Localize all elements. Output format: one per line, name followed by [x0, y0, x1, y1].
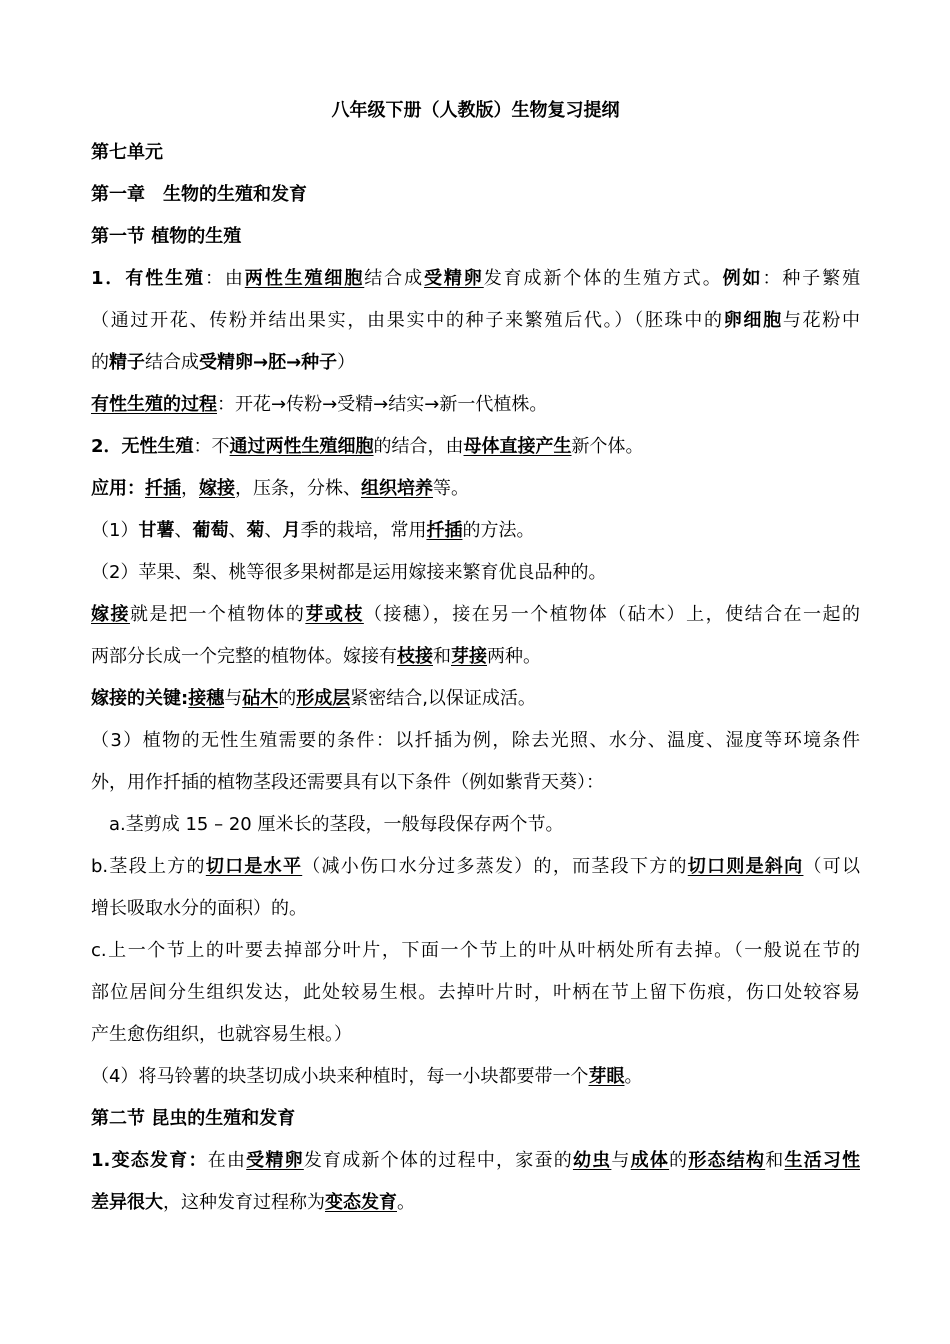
text-run: ，这种发育过程称为: [163, 1192, 325, 1213]
text-line: [91, 1014, 860, 1056]
text-line: [91, 678, 860, 720]
key-term: 生活习性: [784, 1150, 860, 1171]
bold-text: 受精卵→胚→种子: [199, 352, 338, 373]
document-title: 八年级下册（人教版）生物复习提纲: [331, 100, 620, 121]
key-term: 幼虫: [572, 1150, 612, 1171]
key-term: 切口是水平: [205, 856, 303, 877]
text-line: [91, 300, 860, 342]
key-term: 芽或枝: [305, 604, 364, 625]
text-run: 季的栽培，常用: [300, 520, 427, 541]
text-line: [91, 258, 860, 300]
text-line: [91, 1140, 860, 1182]
text-run: 的: [278, 688, 297, 709]
key-term: 受精卵: [246, 1150, 304, 1171]
bold-text: 第七单元: [91, 142, 163, 163]
bold-text: 第一节 植物的生殖: [91, 226, 242, 247]
document-body: [91, 132, 860, 1224]
text-run: 和: [765, 1150, 785, 1171]
text-run: 、: [174, 520, 193, 541]
bold-text: 2．无性生殖: [91, 436, 194, 457]
key-term: 两性生殖细胞: [244, 268, 365, 289]
bold-text: 应用：: [91, 478, 145, 499]
text-run: 外，用作扦插的植物茎段还需要具有以下条件（例如紫背天葵）：: [91, 772, 604, 793]
bold-text: 差异很大: [91, 1192, 163, 1213]
text-run: （4）将马铃薯的块茎切成小块来种植时，每一小块都要带一个: [91, 1066, 589, 1087]
text-line: [91, 174, 860, 216]
text-run: ：种子繁殖: [762, 268, 860, 289]
text-run: ：不: [193, 436, 230, 457]
text-line: [91, 594, 860, 636]
bold-text: 卵细胞: [723, 310, 783, 331]
text-run: 增长吸取水分的面积）的。: [91, 898, 307, 919]
text-run: 发育成新个体的生殖方式。: [483, 268, 723, 289]
text-run: 紧密结合,以保证成活。: [350, 688, 536, 709]
text-line: [91, 888, 860, 930]
text-run: （1）: [91, 520, 139, 541]
bold-text: 第二节 昆虫的生殖和发育: [91, 1108, 296, 1129]
text-line: [91, 384, 860, 426]
text-line: [91, 1182, 860, 1224]
text-run: （减小伤口水分过多蒸发）的，而茎段下方的: [302, 856, 688, 877]
key-term: 扦插: [145, 478, 181, 499]
text-run: ：开花→传粉→受精→结实→新一代植株。: [217, 394, 548, 415]
text-run: 的方法。: [462, 520, 535, 541]
text-run: 两种。: [487, 646, 541, 667]
bold-text: 1．有性生殖: [91, 268, 205, 289]
key-term: 形态结构: [688, 1150, 766, 1171]
text-run: ）: [337, 352, 356, 373]
key-term: 成体: [630, 1150, 670, 1171]
text-run: 与: [224, 688, 243, 709]
text-run: 。: [397, 1192, 415, 1213]
key-term: 组织培养: [361, 478, 433, 499]
key-term: 切口则是斜向: [687, 856, 804, 877]
text-run: b.茎段上方的: [91, 856, 206, 877]
text-run: 与: [611, 1150, 631, 1171]
key-term: 通过两性生殖细胞: [229, 436, 374, 457]
text-run: 结合成: [364, 268, 424, 289]
text-line: [91, 216, 860, 258]
text-line: [91, 426, 860, 468]
key-term: 芽眼: [588, 1066, 625, 1087]
bold-text: 例如: [722, 268, 763, 289]
key-term: 受精卵: [423, 268, 484, 289]
text-run: 的结合，由: [373, 436, 464, 457]
text-run: 两部分长成一个完整的植物体。嫁接有: [91, 646, 397, 667]
text-line: [91, 1056, 860, 1098]
bold-text: 嫁接的关键:: [91, 688, 189, 709]
key-term: 砧木: [242, 688, 279, 709]
bold-text: 月: [282, 520, 301, 541]
text-run: （3）植物的无性生殖需要的条件：以扦插为例，除去光照、水分、温度、湿度等环境条件: [91, 730, 860, 751]
text-run: 、: [228, 520, 247, 541]
text-run: （通过开花、传粉并结出果实，由果实中的种子来繁殖后代。）（胚珠中的: [91, 310, 724, 331]
text-line: [91, 510, 860, 552]
document-page: [91, 90, 860, 1224]
text-run: （2）苹果、梨、桃等很多果树都是运用嫁接来繁育优良品种的。: [91, 562, 607, 583]
text-line: [91, 342, 860, 384]
key-term: 形成层: [296, 688, 351, 709]
text-run: 在由: [207, 1150, 247, 1171]
text-run: 部位居间分生组织发达，此处较易生根。去掉叶片时，叶柄在节上留下伤痕，伤口处较容易: [91, 982, 860, 1003]
text-run: ：由: [204, 268, 245, 289]
text-line: [91, 972, 860, 1014]
text-run: 等。: [433, 478, 469, 499]
text-run: a.茎剪成 15 – 20 厘米长的茎段，一般每段保存两个节。: [109, 814, 564, 835]
text-run: 新个体。: [571, 436, 644, 457]
text-run: 就是把一个植物体的: [129, 604, 306, 625]
text-run: 产生愈伤组织，也就容易生根。）: [91, 1024, 352, 1045]
bold-text: 甘薯: [138, 520, 175, 541]
text-line: [91, 468, 860, 510]
text-line: [91, 552, 860, 594]
text-run: （可以: [803, 856, 860, 877]
bold-text: 葡萄: [192, 520, 229, 541]
bold-text: 1.变态发育：: [91, 1150, 208, 1171]
bold-text: 精子: [109, 352, 145, 373]
text-run: 的: [669, 1150, 689, 1171]
text-run: 的: [91, 352, 109, 373]
text-line: [91, 762, 860, 804]
text-run: 。: [624, 1066, 643, 1087]
text-line: [91, 804, 860, 846]
text-run: ，: [181, 478, 199, 499]
bold-text: 菊: [246, 520, 265, 541]
text-run: 、: [264, 520, 283, 541]
key-term: 有性生殖的过程: [91, 394, 217, 415]
bold-text: 第一章 生物的生殖和发育: [91, 184, 307, 205]
key-term: 母体直接产生: [463, 436, 572, 457]
text-line: [91, 132, 860, 174]
text-run: ，压条，分株、: [235, 478, 361, 499]
key-term: 嫁接: [199, 478, 235, 499]
text-line: [91, 1098, 860, 1140]
text-run: 结合成: [145, 352, 199, 373]
text-run: 发育成新个体的过程中，家蚕的: [303, 1150, 573, 1171]
text-line: [91, 930, 860, 972]
text-line: [91, 720, 860, 762]
text-line: [91, 846, 860, 888]
key-term: 嫁接: [91, 604, 130, 625]
key-term: 枝接: [397, 646, 433, 667]
key-term: 扦插: [426, 520, 463, 541]
text-run: 和: [433, 646, 451, 667]
key-term: 接穗: [188, 688, 225, 709]
key-term: 芽接: [451, 646, 487, 667]
text-run: （接穗），接在另一个植物体（砧木）上，使结合在一起的: [363, 604, 860, 625]
text-line: [91, 636, 860, 678]
text-run: c.上一个节上的叶要去掉部分叶片，下面一个节上的叶从叶柄处所有去掉。（一般说在节的: [91, 940, 860, 961]
key-term: 变态发育: [325, 1192, 397, 1213]
text-run: 与花粉中: [782, 310, 860, 331]
